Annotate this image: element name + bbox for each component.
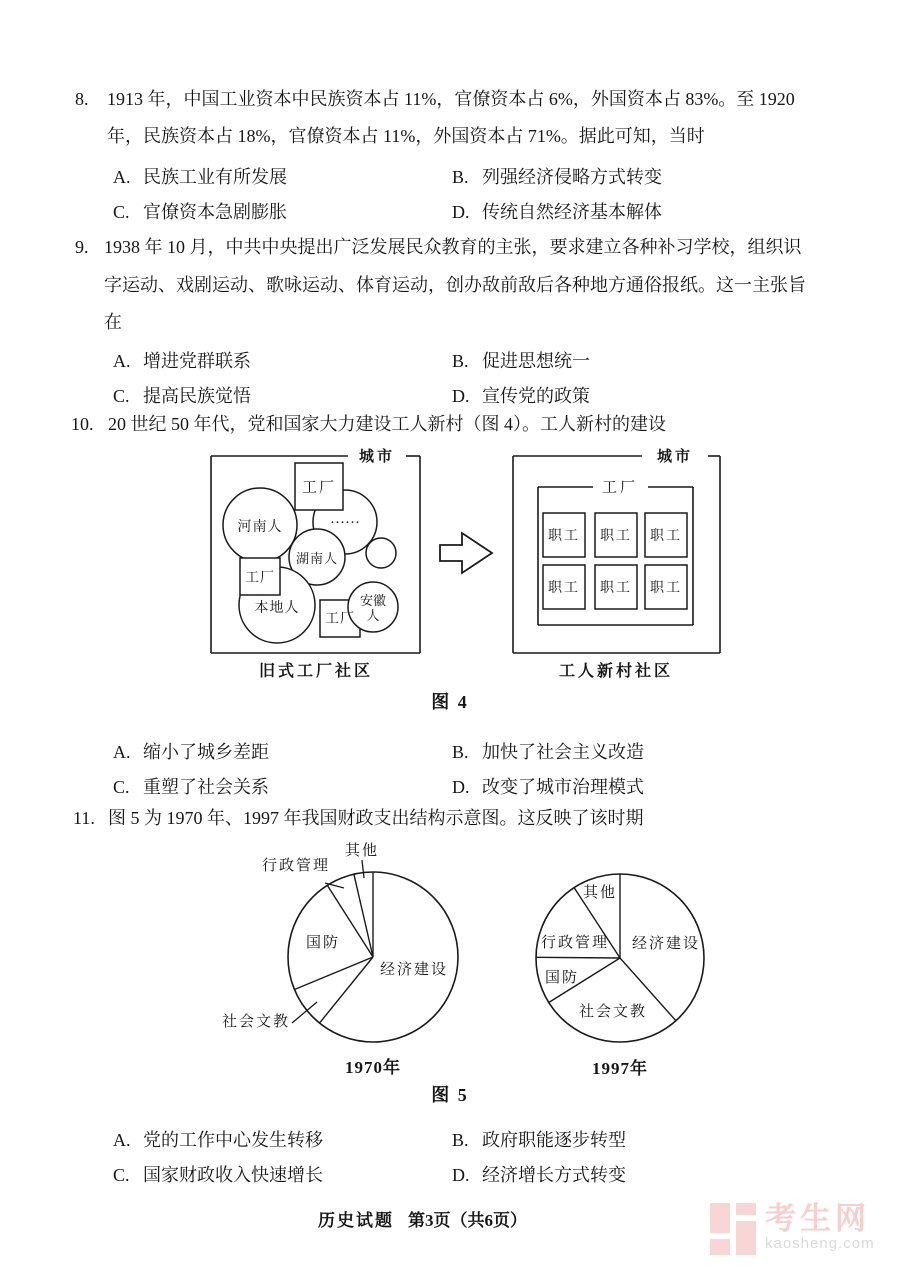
group-label-anhui: 安徽 bbox=[359, 593, 387, 608]
question-10-number: 10. bbox=[71, 414, 94, 434]
new-community-caption: 工人新村社区 bbox=[558, 663, 674, 680]
pie-slice-label: 经济建设 bbox=[631, 936, 701, 952]
option-letter: B. bbox=[452, 1130, 469, 1150]
question-9-line-3: 在 bbox=[104, 312, 122, 332]
option-letter: C. bbox=[113, 386, 130, 406]
option-text: 列强经济侵略方式转变 bbox=[482, 167, 662, 187]
pie-slice-label: 国防 bbox=[544, 970, 580, 986]
question-8-line-2: 年，民族资本占 18%，官僚资本占 11%，外国资本占 71%。据此可知，当时 bbox=[107, 126, 705, 146]
pie-1970-caption: 1970年 bbox=[345, 1058, 401, 1077]
option-letter: B. bbox=[452, 742, 469, 762]
option-letter: C. bbox=[113, 777, 130, 797]
pie-chart-1997 bbox=[500, 845, 760, 1065]
q10-option-b bbox=[452, 738, 644, 764]
option-letter: A. bbox=[113, 351, 131, 371]
watermark-site-name: 考生网 bbox=[765, 1201, 870, 1236]
q10-option-a bbox=[113, 738, 269, 764]
worker-unit-label: 职工 bbox=[600, 581, 632, 596]
pie-1997-caption: 1997年 bbox=[592, 1059, 648, 1078]
option-text: 改变了城市治理模式 bbox=[482, 777, 644, 797]
pie-slice-label: 经济建设 bbox=[379, 962, 449, 978]
option-text: 官僚资本急剧膨胀 bbox=[143, 202, 287, 222]
option-letter: D. bbox=[452, 386, 470, 406]
option-text: 重塑了社会关系 bbox=[143, 777, 269, 797]
q10-option-c bbox=[113, 773, 269, 799]
option-text: 传统自然经济基本解体 bbox=[482, 202, 662, 222]
factory-label: 工厂 bbox=[601, 480, 639, 496]
pie-chart-1970 bbox=[210, 840, 490, 1065]
q10-option-d bbox=[452, 773, 644, 799]
option-letter: A. bbox=[113, 167, 131, 187]
group-label-hunan: 湖南人 bbox=[295, 551, 339, 566]
worker-unit-label: 职工 bbox=[548, 529, 580, 544]
page-number: 第3页（共6页） bbox=[408, 1211, 527, 1230]
q8-option-d bbox=[452, 198, 662, 224]
q8-option-b bbox=[452, 163, 662, 189]
city-label-right: 城市 bbox=[656, 449, 694, 465]
option-text: 增进党群联系 bbox=[143, 351, 251, 371]
watermark-site-url: kaosheng.com bbox=[765, 1235, 875, 1252]
q11-option-c bbox=[113, 1161, 323, 1187]
pie-slice-label: 行政管理 bbox=[540, 935, 610, 951]
option-letter: C. bbox=[113, 202, 130, 222]
q11-option-b bbox=[452, 1126, 626, 1152]
option-letter: D. bbox=[452, 1165, 470, 1185]
option-letter: B. bbox=[452, 167, 469, 187]
question-10-line-1: 20 世纪 50 年代，党和国家大力建设工人新村（图 4）。工人新村的建设 bbox=[108, 414, 666, 434]
worker-unit-label: 职工 bbox=[600, 529, 632, 544]
option-text: 国家财政收入快速增长 bbox=[143, 1165, 323, 1185]
option-text: 宣传党的政策 bbox=[482, 386, 590, 406]
pie-slice-label: 行政管理 bbox=[261, 858, 331, 874]
worker-unit-label: 职工 bbox=[650, 581, 682, 596]
group-label-local: 本地人 bbox=[254, 601, 300, 616]
figure5-caption: 图 5 bbox=[431, 1085, 469, 1105]
option-text: 政府职能逐步转型 bbox=[482, 1130, 626, 1150]
worker-unit-label: 职工 bbox=[650, 529, 682, 544]
q11-option-d bbox=[452, 1161, 626, 1187]
option-letter: D. bbox=[452, 777, 470, 797]
figure4-caption: 图 4 bbox=[431, 692, 469, 712]
group-label-dots: …… bbox=[330, 511, 360, 527]
question-8-number: 8. bbox=[75, 89, 89, 109]
pie-slice-label: 社会文教 bbox=[221, 1014, 291, 1030]
q9-option-d bbox=[452, 382, 590, 408]
option-letter: B. bbox=[452, 351, 469, 371]
option-letter: C. bbox=[113, 1165, 130, 1185]
q8-option-a bbox=[113, 163, 287, 189]
option-text: 提高民族觉悟 bbox=[143, 386, 251, 406]
factory-label: 工厂 bbox=[245, 571, 275, 586]
option-text: 缩小了城乡差距 bbox=[143, 742, 269, 762]
option-text: 民族工业有所发展 bbox=[143, 167, 287, 187]
option-text: 促进思想统一 bbox=[482, 351, 590, 371]
worker-unit-label: 职工 bbox=[548, 581, 580, 596]
question-11-line-1: 图 5 为 1970 年、1997 年我国财政支出结构示意图。这反映了该时期 bbox=[108, 808, 644, 828]
q11-option-a bbox=[113, 1126, 323, 1152]
q9-option-c bbox=[113, 382, 251, 408]
question-9-line-1: 1938 年 10 月，中共中央提出广泛发展民众教育的主张，要求建立各种补习学校，组织识 bbox=[104, 237, 802, 257]
kaosheng-logo-icon bbox=[710, 1203, 756, 1255]
question-11-number: 11. bbox=[73, 808, 95, 828]
factory-label: 工厂 bbox=[301, 480, 337, 496]
question-8-line-1: 1913 年，中国工业资本中民族资本占 11%，官僚资本占 6%，外国资本占 83%。至 1920 bbox=[107, 89, 795, 109]
factory-label: 工厂 bbox=[325, 612, 355, 627]
pie-slice-label: 其他 bbox=[344, 843, 380, 859]
right-arrow-icon bbox=[440, 533, 492, 573]
group-circle-small bbox=[366, 538, 396, 568]
pie-slice-label: 国防 bbox=[305, 935, 341, 951]
option-text: 党的工作中心发生转移 bbox=[143, 1130, 323, 1150]
question-9-line-2: 字运动、戏剧运动、歌咏运动、体育运动，创办敌前敌后各种地方通俗报纸。这一主张旨 bbox=[104, 275, 806, 295]
city-label-left: 城市 bbox=[358, 449, 396, 465]
option-letter: D. bbox=[452, 202, 470, 222]
pie-slice-label: 其他 bbox=[582, 885, 618, 901]
figure4-diagram bbox=[190, 445, 740, 685]
option-text: 经济增长方式转变 bbox=[482, 1165, 626, 1185]
group-label-anhui: 人 bbox=[366, 608, 380, 623]
question-9-number: 9. bbox=[75, 237, 89, 257]
site-watermark bbox=[710, 1203, 875, 1255]
q9-option-a bbox=[113, 347, 251, 373]
pie-slice-label: 社会文教 bbox=[578, 1004, 648, 1020]
exam-title: 历史试题 bbox=[318, 1211, 394, 1230]
option-text: 加快了社会主义改造 bbox=[482, 742, 644, 762]
q9-option-b bbox=[452, 347, 590, 373]
q8-option-c bbox=[113, 198, 287, 224]
option-letter: A. bbox=[113, 1130, 131, 1150]
group-label-henan: 河南人 bbox=[237, 520, 283, 535]
old-community-caption: 旧式工厂社区 bbox=[258, 663, 374, 680]
option-letter: A. bbox=[113, 742, 131, 762]
